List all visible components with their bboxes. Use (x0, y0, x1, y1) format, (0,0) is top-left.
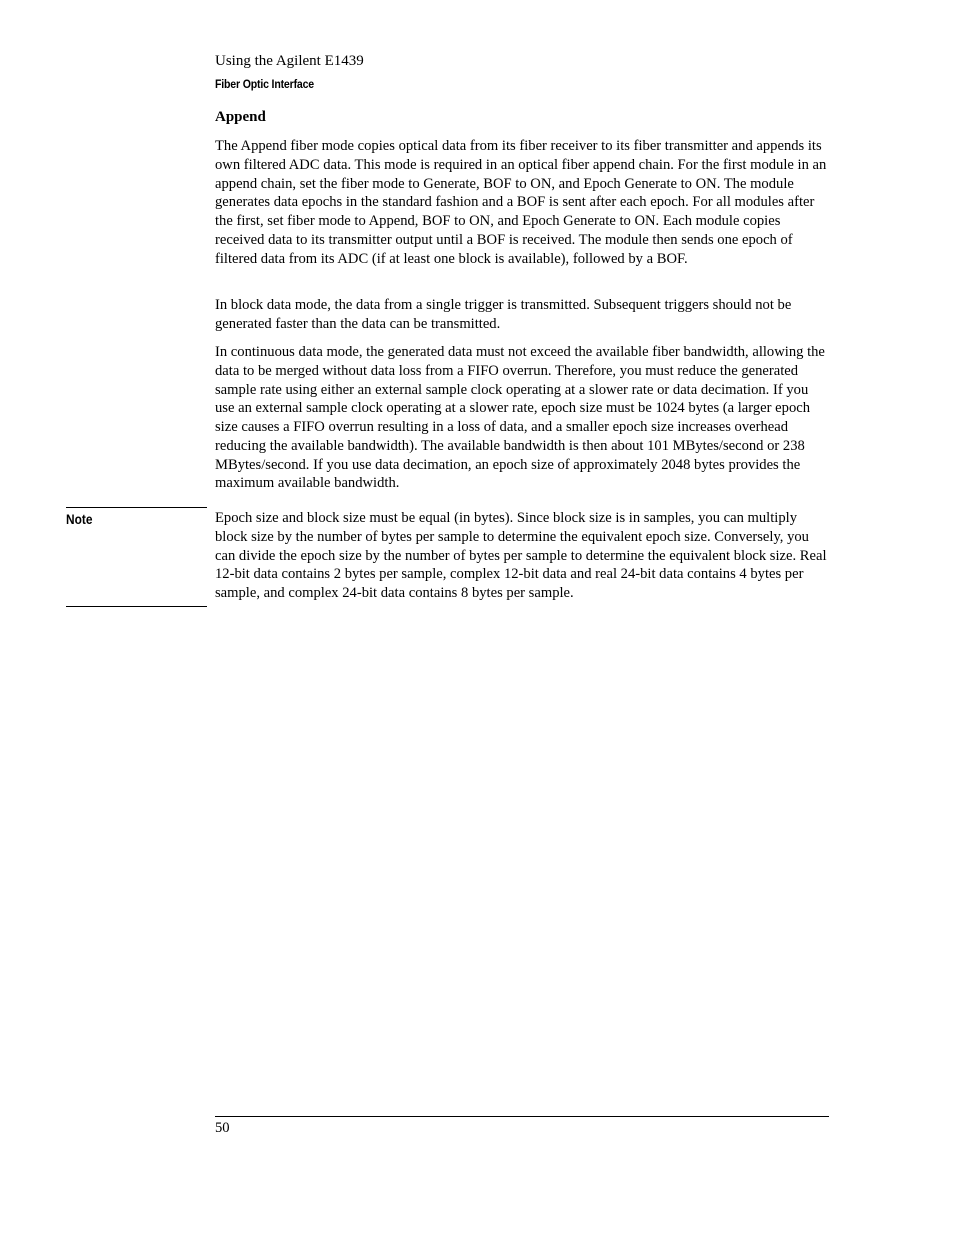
page-number: 50 (215, 1120, 230, 1136)
body-paragraph-append-mode: The Append fiber mode copies optical data from its fiber receiver to its fiber transmitter and appends its own filtered ADC data. This mode is required in an optical fiber append chain. For the first module in an append chain, set the fiber mode to Generate, BOF to ON, and Epoch Generate to ON. The module generates data epochs in the standard fashion and a BOF is sent after each epoch. For all modules after the first, set fiber mode to Append, BOF to ON, and Epoch Generate to ON. Each module copies received data to its transmitter output until a BOF is received. The module then sends one epoch of filtered data from its ADC (if at least one block is available), followed by a BOF. (215, 138, 827, 267)
body-paragraph-continuous-mode: In continuous data mode, the generated data must not exceed the available fiber bandwidth, allowing the data to be merged without data loss from a FIFO overrun. Therefore, you must reduce the generated sample rate using either an external sample clock operating at a slower rate or data decimation. If you use an external sample clock operating at a slower rate, epoch size must be 1024 bytes (a larger epoch size causes a FIFO overrun resulting in a loss of data, and a smaller epoch size increases overhead reducing the available bandwidth). The available bandwidth is then about 101 MBytes/second or 238 MBytes/second. If you use data decimation, an epoch size of approximately 2048 bytes provides the maximum available bandwidth. (215, 344, 825, 492)
note-top-divider (66, 507, 207, 508)
section-heading: Append (215, 109, 266, 125)
footer-divider (215, 1116, 829, 1117)
body-paragraph-block-mode: In block data mode, the data from a single trigger is transmitted. Subsequent triggers should not be generated faster than the data can be transmitted. (215, 297, 792, 332)
note-bottom-divider (66, 606, 207, 607)
running-header-section: Fiber Optic Interface (215, 77, 314, 91)
note-label: Note (66, 511, 93, 527)
running-header-title: Using the Agilent E1439 (215, 53, 364, 69)
note-text: Epoch size and block size must be equal (in bytes). Since block size is in samples, you can multiply block size by the number of bytes per sample to determine the equivalent epoch size. Conversely, you can divide the epoch size by the number of bytes per sample to determine the equivalent block size. Real 12-bit data contains 2 bytes per sample, complex 12-bit data and real 24-bit data contains 4 bytes per sample, and complex 24-bit data contains 8 bytes per sample. (215, 510, 827, 601)
